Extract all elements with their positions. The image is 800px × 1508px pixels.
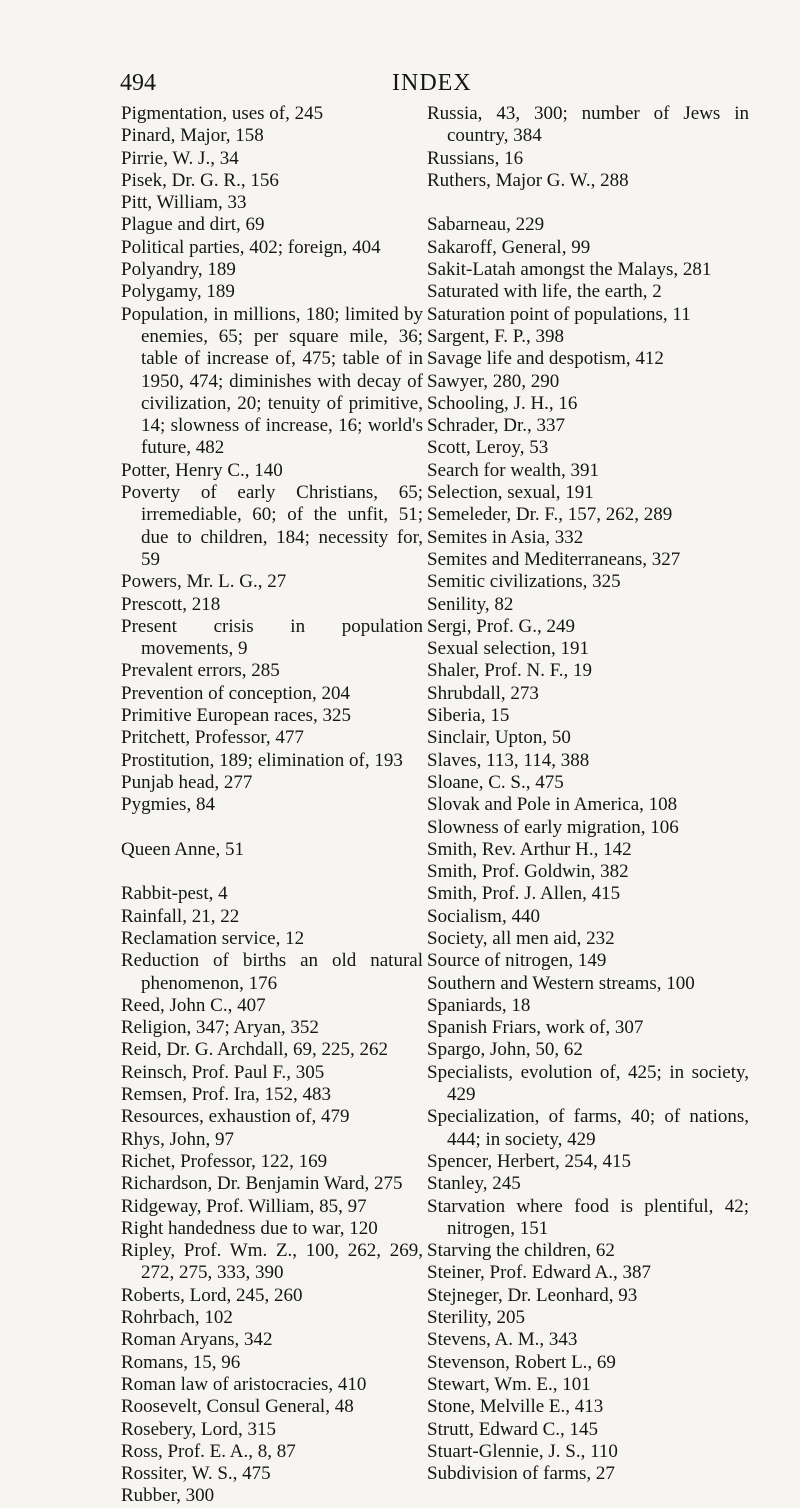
index-entry: Semites in Asia, 332 — [427, 526, 584, 548]
index-entry: Selection, sexual, 191 — [427, 482, 594, 504]
index-entry: Pisek, Dr. G. R., 156 — [121, 169, 279, 191]
index-entry: Semitic civilizations, 325 — [427, 571, 621, 593]
index-entry: Stevenson, Robert L., 69 — [427, 1351, 616, 1373]
index-entry: Saturated with life, the earth, 2 — [427, 281, 662, 303]
page-header — [0, 70, 800, 100]
index-entry: Slowness of early migration, 106 — [427, 816, 679, 838]
index-entry: Subdivision of farms, 27 — [427, 1463, 615, 1485]
index-entry: Sergi, Prof. G., 249 — [427, 615, 575, 637]
index-entry: Senility, 82 — [427, 593, 514, 615]
index-entry: Ruthers, Major G. W., 288 — [427, 169, 629, 191]
index-entry: Stevens, A. M., 343 — [427, 1329, 578, 1351]
index-entry: Sakit-Latah amongst the Malays, 281 — [427, 259, 712, 281]
index-entry: Schrader, Dr., 337 — [427, 415, 566, 437]
index-column-left — [121, 103, 423, 1508]
index-entry: Right handedness due to war, 120 — [121, 1217, 378, 1239]
index-entry: Ross, Prof. E. A., 8, 87 — [121, 1440, 296, 1462]
index-entry: Religion, 347; Aryan, 352 — [121, 1017, 319, 1039]
index-entry: Rabbit-pest, 4 — [121, 883, 228, 905]
index-entry: Stone, Melville E., 413 — [427, 1396, 604, 1418]
index-entry: Present crisis in population movements, 9 — [121, 615, 423, 660]
index-entry: Prescott, 218 — [121, 593, 221, 615]
index-entry: Society, all men aid, 232 — [427, 927, 615, 949]
index-entry: Spanish Friars, work of, 307 — [427, 1017, 644, 1039]
index-entry: Roman Aryans, 342 — [121, 1329, 273, 1351]
index-entry: Pritchett, Professor, 477 — [121, 727, 304, 749]
index-entry: Richet, Professor, 122, 169 — [121, 1150, 328, 1172]
index-entry: Prevalent errors, 285 — [121, 660, 280, 682]
index-entry: Sexual selection, 191 — [427, 638, 589, 660]
letter-group-gap — [427, 192, 749, 214]
index-entry: Sakaroff, General, 99 — [427, 236, 591, 258]
index-entry: Richardson, Dr. Benjamin Ward, 275 — [121, 1173, 403, 1195]
index-entry: Savage life and despotism, 412 — [427, 348, 664, 370]
index-entry: Stuart-Glennie, J. S., 110 — [427, 1440, 618, 1462]
running-title: INDEX — [392, 70, 472, 96]
index-entry: Spargo, John, 50, 62 — [427, 1039, 583, 1061]
index-entry: Scott, Leroy, 53 — [427, 437, 549, 459]
index-entry: Rosebery, Lord, 315 — [121, 1418, 276, 1440]
index-entry: Prostitution, 189; elimination of, 193 — [121, 749, 403, 771]
index-entry: Semeleder, Dr. F., 157, 262, 289 — [427, 504, 673, 526]
index-entry: Spencer, Herbert, 254, 415 — [427, 1150, 631, 1172]
index-entry: Schooling, J. H., 16 — [427, 392, 578, 414]
index-entry: Shrubdall, 273 — [427, 682, 539, 704]
index-entry: Rainfall, 21, 22 — [121, 905, 240, 927]
index-entry: Sargent, F. P., 398 — [427, 325, 564, 347]
index-entry: Stejneger, Dr. Leonhard, 93 — [427, 1284, 638, 1306]
index-entry: Starvation where food is plentiful, 42; nitrogen, 151 — [427, 1195, 749, 1239]
index-entry: Specialists, evolution of, 425; in society, 429 — [427, 1061, 749, 1106]
index-entry: Population, in millions, 180; limited by enemies, 65; per square mile, 36; table of increase of, 475; table of in 1950, 474; diminishes with decay of civilization, 20; tenuity of primitive, 14; slowness of increase, 16; world's future, 482 — [121, 303, 423, 459]
index-entry: Sterility, 205 — [427, 1307, 525, 1329]
index-entry: Russians, 16 — [427, 147, 524, 169]
index-entry: Plague and dirt, 69 — [121, 214, 265, 236]
index-entry: Reid, Dr. G. Archdall, 69, 225, 262 — [121, 1039, 389, 1061]
index-entry: Reinsch, Prof. Paul F., 305 — [121, 1061, 325, 1083]
index-entry: Specialization, of farms, 40; of nations, 444; in society, 429 — [427, 1106, 749, 1150]
index-entry: Strutt, Edward C., 145 — [427, 1418, 598, 1440]
index-entry: Shaler, Prof. N. F., 19 — [427, 660, 593, 682]
index-entry: Political parties, 402; foreign, 404 — [121, 236, 381, 258]
index-entry: Pitt, William, 33 — [121, 192, 247, 214]
index-entry: Siberia, 15 — [427, 705, 510, 727]
index-entry: Sawyer, 280, 290 — [427, 370, 560, 392]
index-entry: Spaniards, 18 — [427, 994, 531, 1016]
index-entry: Poverty of early Christians, 65; irremediable, 60; of the unfit, 51; due to children, 184; necessity for, 59 — [121, 482, 423, 570]
index-entry: Roberts, Lord, 245, 260 — [121, 1284, 303, 1306]
index-entry: Pirrie, W. J., 34 — [121, 147, 239, 169]
index-entry: Socialism, 440 — [427, 905, 540, 927]
index-entry: Polygamy, 189 — [121, 281, 235, 303]
index-entry: Rubber, 300 — [121, 1485, 215, 1507]
index-entry: Resources, exhaustion of, 479 — [121, 1106, 350, 1128]
index-entry: Sinclair, Upton, 50 — [427, 727, 571, 749]
index-entry: Sloane, C. S., 475 — [427, 771, 564, 793]
index-entry: Rossiter, W. S., 475 — [121, 1463, 271, 1485]
index-entry: Rohrbach, 102 — [121, 1307, 233, 1329]
index-entry: Primitive European races, 325 — [121, 705, 352, 727]
index-entry: Powers, Mr. L. G., 27 — [121, 571, 287, 593]
index-entry: Russia, 43, 300; number of Jews in country, 384 — [427, 103, 749, 147]
index-entry: Steiner, Prof. Edward A., 387 — [427, 1262, 652, 1284]
index-entry: Prevention of conception, 204 — [121, 682, 351, 704]
index-entry: Reclamation service, 12 — [121, 927, 305, 949]
index-entry: Ripley, Prof. Wm. Z., 100, 262, 269, 272, 275, 333, 390 — [121, 1240, 423, 1284]
index-entry: Punjab head, 277 — [121, 771, 253, 793]
index-column-right — [427, 103, 749, 1485]
index-entry: Slovak and Pole in America, 108 — [427, 794, 678, 816]
index-entry: Source of nitrogen, 149 — [427, 950, 607, 972]
index-entry: Reed, John C., 407 — [121, 994, 266, 1016]
index-entry: Ridgeway, Prof. William, 85, 97 — [121, 1195, 367, 1217]
index-entry: Smith, Rev. Arthur H., 142 — [427, 838, 632, 860]
index-entry: Stanley, 245 — [427, 1173, 521, 1195]
index-entry: Slaves, 113, 114, 388 — [427, 749, 590, 771]
index-entry: Stewart, Wm. E., 101 — [427, 1373, 591, 1395]
index-entry: Pygmies, 84 — [121, 794, 215, 816]
index-entry: Southern and Western streams, 100 — [427, 972, 695, 994]
letter-group-gap — [121, 861, 423, 883]
index-entry: Smith, Prof. Goldwin, 382 — [427, 861, 629, 883]
index-entry: Sabarneau, 229 — [427, 214, 545, 236]
index-entry: Romans, 15, 96 — [121, 1351, 241, 1373]
index-entry: Pinard, Major, 158 — [121, 125, 264, 147]
index-entry: Roman law of aristocracies, 410 — [121, 1373, 367, 1395]
index-entry: Queen Anne, 51 — [121, 838, 244, 860]
index-entry: Polyandry, 189 — [121, 259, 236, 281]
index-entry: Semites and Mediterraneans, 327 — [427, 548, 681, 570]
index-entry: Pigmentation, uses of, 245 — [121, 103, 324, 124]
letter-group-gap — [121, 817, 423, 839]
index-entry: Remsen, Prof. Ira, 152, 483 — [121, 1084, 332, 1106]
index-entry: Saturation point of populations, 11 — [427, 303, 691, 325]
page-number: 494 — [120, 70, 156, 96]
index-entry: Roosevelt, Consul General, 48 — [121, 1396, 354, 1418]
index-entry: Smith, Prof. J. Allen, 415 — [427, 883, 621, 905]
index-entry: Potter, Henry C., 140 — [121, 459, 283, 481]
index-entry: Reduction of births an old natural phenomenon, 176 — [121, 950, 423, 994]
index-entry: Rhys, John, 97 — [121, 1128, 234, 1150]
index-entry: Search for wealth, 391 — [427, 459, 599, 481]
index-entry: Starving the children, 62 — [427, 1240, 615, 1262]
